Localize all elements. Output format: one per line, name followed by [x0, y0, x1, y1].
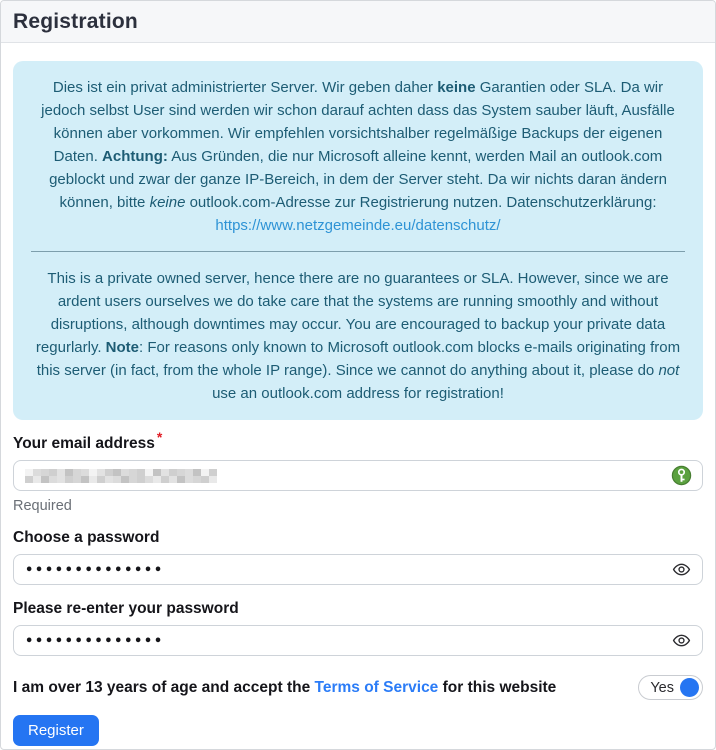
- password-label: Choose a password: [13, 529, 160, 546]
- notice-paragraph-english: This is a private owned server, hence there are no guarantees or SLA. However, since we are ardent users ourselves we do take care that the systems are running smoothly and without disruptions, although downtimes may occur. You are encouraged to backup your private data regurlarly. Note: For reasons only known to Microsoft outlook.com blocks e-mails originating from this server (in fact, from the whole IP range). Since we cannot do anything about it, please do not use an outlook.com address for registration!: [35, 270, 681, 402]
- eye-icon[interactable]: [669, 558, 693, 582]
- password-confirm-label: Please re-enter your password: [13, 600, 239, 617]
- notice-paragraph-german: Dies ist ein privat administrierter Server. Wir geben daher keine Garantien oder SLA. Da wir jedoch selbst User sind werden wir schon darauf achten dass das System sauber läuft, Ausfälle können aber vorkommen. Wir empfehlen vorsichtshalber regelmäßige Backups der eigenen Daten. Achtung: Aus Gründen, die nur Microsoft alleine kennt, werden Mail an outlook.com geblockt und zwar der ganze IP-Bereich, in dem der Server steht. Da wir nichts daran ändern können, bitte keine outlook.com-Adresse zur Registrierung nutzen. Datenschutzerklärung: https://www.netzgemeinde.eu/datenschutz/: [41, 79, 675, 234]
- password-confirm-masked-value: ••••••••••••••: [25, 634, 164, 648]
- age-terms-toggle[interactable]: [638, 675, 703, 700]
- keepassxc-key-icon[interactable]: [669, 464, 693, 488]
- email-required-hint: Required: [13, 498, 72, 514]
- form-content: [1, 43, 715, 746]
- toggle-knob: [680, 678, 699, 697]
- register-button[interactable]: Register: [13, 715, 99, 746]
- agreement-text: I am over 13 years of age and accept the Terms of Service for this website: [13, 678, 557, 696]
- redacted-email: [25, 469, 217, 483]
- required-asterisk: *: [156, 428, 163, 445]
- email-label: Your email address *: [13, 428, 163, 452]
- password-confirm-field[interactable]: [13, 625, 703, 656]
- text-link[interactable]: https://www.netzgemeinde.eu/datenschutz/: [215, 217, 501, 234]
- agreement-row: [13, 675, 703, 700]
- page-title: Registration: [13, 9, 138, 33]
- toggle-label: Yes: [650, 679, 674, 696]
- text-link[interactable]: Terms of Service: [314, 678, 439, 696]
- password-masked-value: ••••••••••••••: [25, 563, 164, 577]
- eye-icon[interactable]: [669, 629, 693, 653]
- email-field[interactable]: [13, 460, 703, 491]
- page-header: [1, 1, 715, 43]
- server-notice-box: [13, 61, 703, 420]
- notice-divider: [31, 251, 685, 252]
- password-field[interactable]: [13, 554, 703, 585]
